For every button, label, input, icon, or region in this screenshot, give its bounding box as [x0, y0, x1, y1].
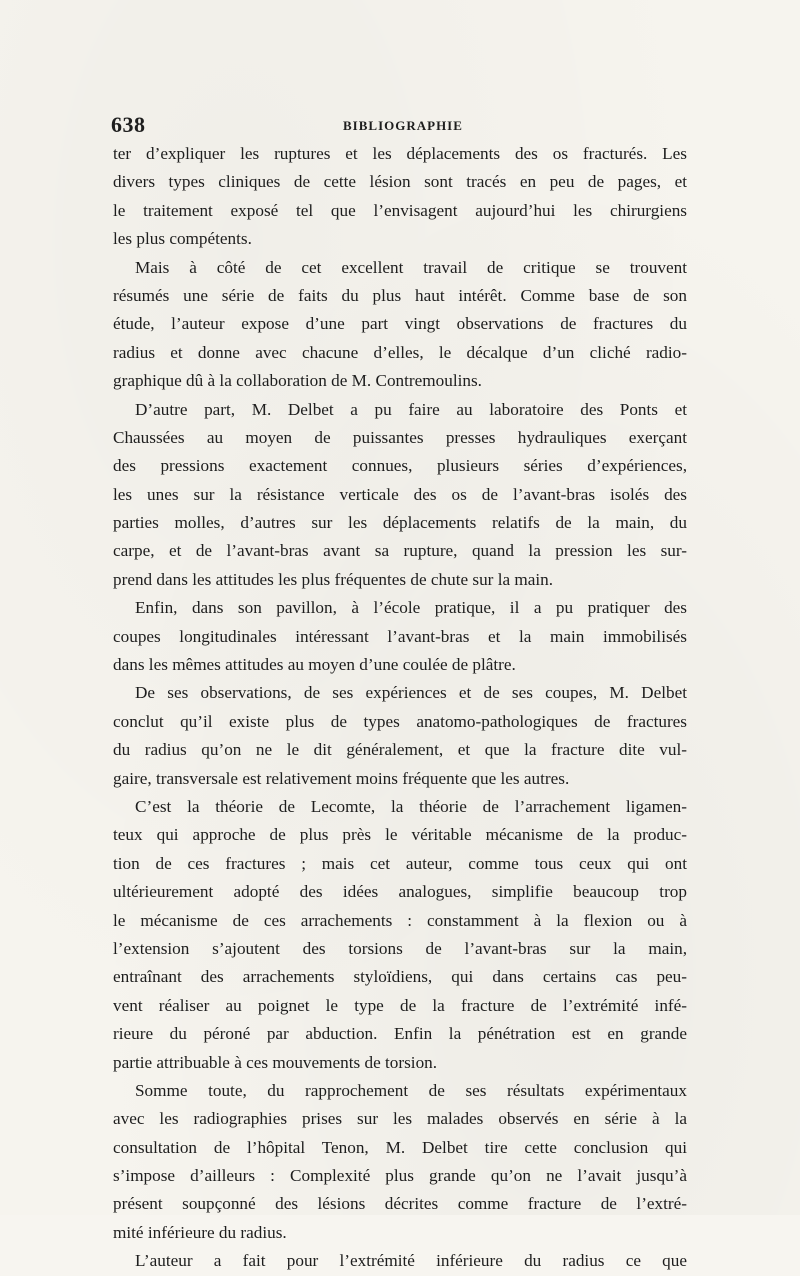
paragraph	[113, 679, 687, 793]
text-line: carpe, et de l’avant-bras avant sa rupture, quand la pression les sur-	[113, 541, 687, 561]
text-line: prend dans les attitudes les plus fréquentes de chute sur la main.	[113, 569, 554, 589]
text-line: partie attribuable à ces mouvements de torsion.	[113, 1052, 438, 1072]
text-line: gaire, transversale est relativement moins fréquente que les autres.	[113, 768, 570, 788]
paragraph	[113, 396, 687, 595]
text-line: parties molles, d’autres sur les déplacements relatifs de la main, du	[113, 513, 687, 533]
text-line: C’est la théorie de Lecomte, la théorie de l’arrachement ligamen-	[135, 796, 687, 816]
page-number: 638	[111, 112, 146, 137]
text-line: des pressions exactement connues, plusieurs séries d’expériences,	[113, 456, 687, 476]
text-line: rieure du péroné par abduction. Enfin la pénétration est en grande	[113, 1024, 687, 1044]
text-line: le mécanisme de ces arrachements : constamment à la flexion ou à	[113, 910, 687, 930]
paragraph	[113, 1077, 687, 1247]
text-line: avec les radiographies prises sur les malades observés en série à la	[113, 1109, 687, 1129]
running-head: BIBLIOGRAPHIE	[343, 118, 463, 133]
paragraph	[113, 254, 687, 396]
text-line: conclut qu’il existe plus de types anatomo-pathologiques de fractures	[113, 711, 687, 731]
text-line: ultérieurement adopté des idées analogues, simplifie beaucoup trop	[113, 882, 687, 902]
text-line: dans les mêmes attitudes au moyen d’une coulée de plâtre.	[113, 655, 516, 675]
page-header	[111, 112, 686, 142]
text-line: tion de ces fractures ; mais cet auteur, comme tous ceux qui ont	[113, 853, 687, 873]
paragraph	[113, 594, 687, 679]
text-line: D’autre part, M. Delbet a pu faire au laboratoire des Ponts et	[135, 399, 687, 419]
text-line: Somme toute, du rapprochement de ses résultats expérimentaux	[135, 1080, 687, 1100]
text-line: De ses observations, de ses expériences et de ses coupes, M. Delbet	[135, 683, 687, 703]
text-line: résumés une série de faits du plus haut intérêt. Comme base de son	[113, 285, 687, 305]
text-line: coupes longitudinales intéressant l’avant-bras et la main immobilisés	[113, 626, 687, 646]
paragraph	[113, 793, 687, 1077]
text-line: Mais à côté de cet excellent travail de critique se trouvent	[135, 257, 687, 277]
text-line: s’impose d’ailleurs : Complexité plus grande qu’on ne l’avait jusqu’à	[113, 1166, 687, 1186]
text-line: L’auteur a fait pour l’extrémité inférieure du radius ce que	[135, 1251, 687, 1271]
text-line: teux qui approche de plus près le véritable mécanisme de la produc-	[113, 825, 687, 845]
text-line: les plus compétents.	[113, 229, 252, 249]
text-line: entraînant des arrachements styloïdiens, qui dans certains cas peu-	[113, 967, 687, 987]
text-line: les unes sur la résistance verticale des os de l’avant-bras isolés des	[113, 484, 687, 504]
text-line: radius et donne avec chacune d’elles, le décalque d’un cliché radio-	[113, 342, 687, 362]
text-line: graphique dû à la collaboration de M. Contremoulins.	[113, 371, 482, 391]
text-line: le traitement exposé tel que l’envisagent aujourd’hui les chirurgiens	[113, 200, 687, 220]
text-line: présent soupçonné des lésions décrites comme fracture de l’extré-	[113, 1194, 687, 1214]
paragraph	[113, 140, 687, 254]
paragraph	[113, 1247, 687, 1275]
body-text	[113, 140, 687, 1276]
text-line: Enfin, dans son pavillon, à l’école pratique, il a pu pratiquer des	[135, 598, 687, 618]
text-line: Chaussées au moyen de puissantes presses hydrauliques exerçant	[113, 427, 687, 447]
text-line: l’extension s’ajoutent des torsions de l’avant-bras sur la main,	[113, 938, 687, 958]
text-line: consultation de l’hôpital Tenon, M. Delbet tire cette conclusion qui	[113, 1137, 687, 1157]
text-line: vent réaliser au poignet le type de la fracture de l’extrémité infé-	[113, 995, 687, 1015]
text-line: du radius qu’on ne le dit généralement, et que la fracture dite vul-	[113, 740, 687, 760]
text-line: étude, l’auteur expose d’une part vingt observations de fractures du	[113, 314, 687, 334]
text-line: divers types cliniques de cette lésion sont tracés en peu de pages, et	[113, 172, 687, 192]
text-line: ter d’expliquer les ruptures et les déplacements des os fracturés. Les	[113, 144, 687, 163]
text-line: mité inférieure du radius.	[113, 1222, 287, 1242]
